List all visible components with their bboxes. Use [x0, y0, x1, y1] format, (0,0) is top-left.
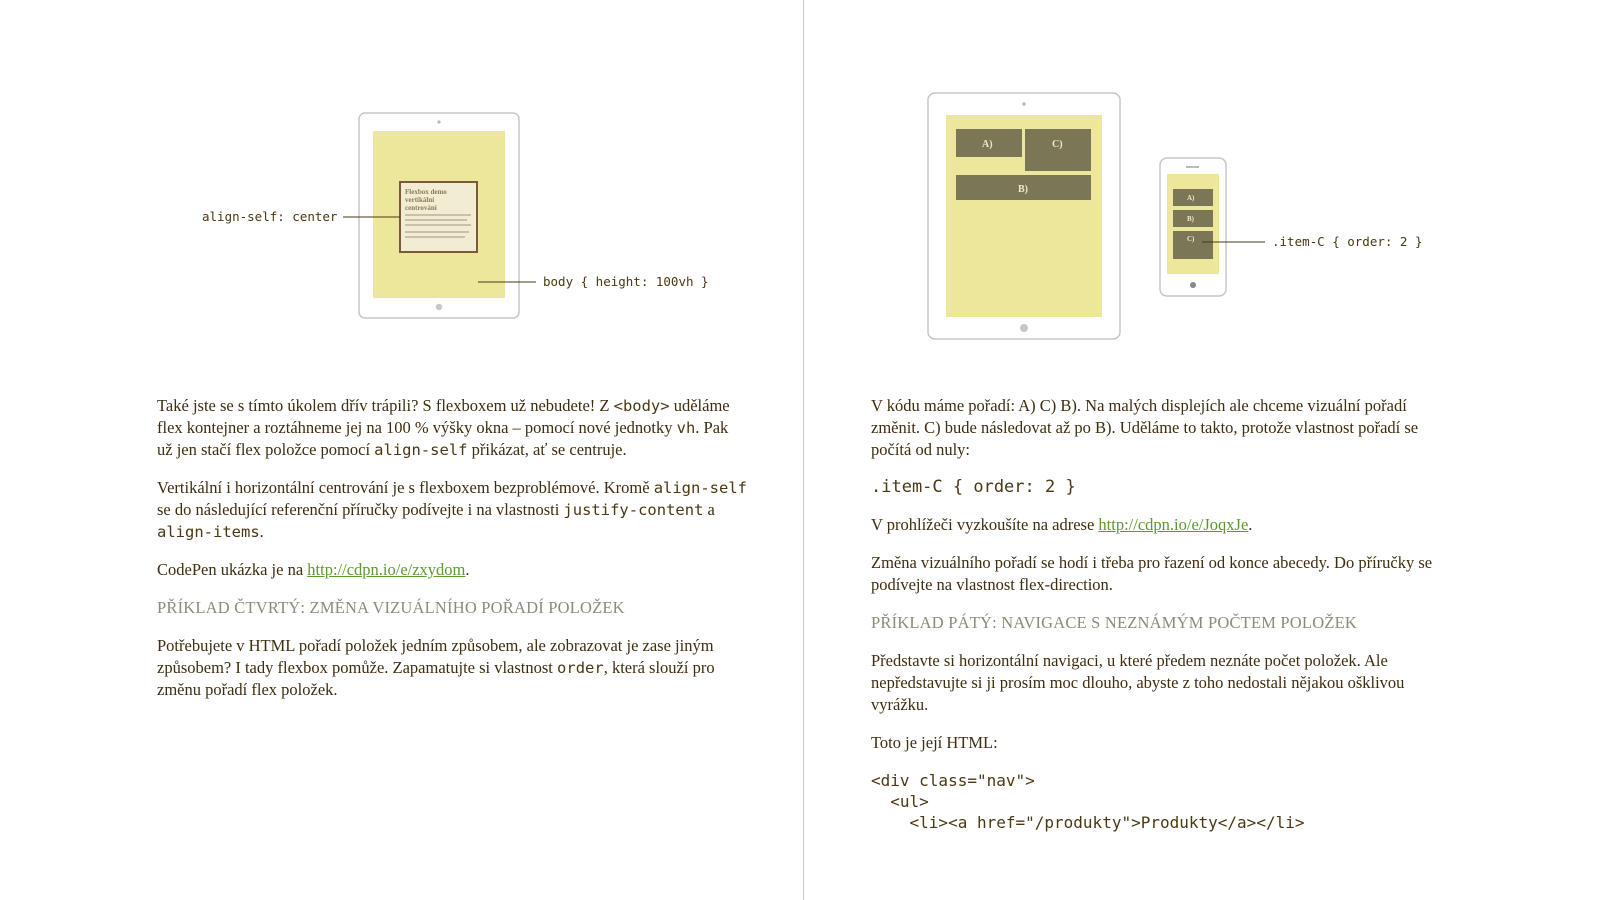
text: .: [465, 560, 470, 579]
phone-device: [1160, 158, 1226, 296]
label-align-self: align-self: center: [202, 209, 338, 224]
text: . Pak už jen stačí flex položce pomocí: [157, 418, 729, 459]
tablet-box-b: B): [1018, 184, 1028, 195]
paragraph: Změna vizuálního pořadí se hodí i třeba pro řazení od konce abecedy. Do příručky se podívejte na vlastnost flex-direction.: [871, 553, 1433, 594]
section-heading: PŘÍKLAD ČTVRTÝ: ZMĚNA VIZUÁLNÍHO POŘADÍ POLOŽEK: [157, 598, 625, 617]
phone-box-b: B): [1187, 215, 1194, 223]
text: .: [1248, 515, 1253, 534]
order-illustration: [800, 0, 1600, 380]
paragraph: [157, 559, 747, 581]
inline-code: order: [557, 659, 604, 677]
text: a: [703, 500, 715, 519]
svg-text:vertikální: vertikální: [405, 196, 435, 204]
label-body-height: body { height: 100vh }: [543, 274, 709, 289]
phone-box-a: A): [1187, 194, 1195, 202]
paragraph: [871, 514, 1451, 536]
inline-code: vh: [676, 419, 696, 437]
paragraph: [157, 477, 747, 543]
phone-box-c: C): [1187, 235, 1195, 243]
text: přikázat, ať se centruje.: [467, 440, 627, 459]
centered-flex-item: [400, 182, 477, 252]
inline-code: align-items: [157, 523, 260, 541]
paragraph: Představte si horizontální navigaci, u které předem neznáte počet položek. Ale nepředstavujte si ji prosím moc dlouho, abyste z toho nedostali nějakou ošklivou vyrážku.: [871, 651, 1405, 714]
text: se do následující referenční příručky podívejte i na vlastnosti: [157, 500, 564, 519]
tablet-box-a: A): [982, 139, 993, 150]
label-order: .item-C { order: 2 }: [1272, 234, 1423, 249]
browser-demo-link[interactable]: http://cdpn.io/e/JoqxJe: [1098, 515, 1249, 534]
inline-code: align-self: [653, 479, 748, 497]
paragraph: V kódu máme pořadí: A) C) B). Na malých displejích ale chceme vizuální pořadí změnit. C) bude následovat až po B). Uděláme to takto, protože vlastnost pořadí se počítá od nuly:: [871, 396, 1419, 459]
text: V prohlížeči vyzkoušíte na adrese: [871, 515, 1099, 534]
inline-code: justify-content: [563, 501, 704, 519]
text: CodePen ukázka je na: [157, 560, 308, 579]
text: , která slouží pro změnu pořadí flex položek.: [157, 658, 715, 699]
text: Také jste se s tímto úkolem dřív trápili? S flexboxem už nebudete! Z: [157, 396, 614, 415]
inline-code: <body>: [613, 397, 670, 415]
text: uděláme flex kontejner a roztáhneme jej na 100 % výšky okna – pomocí nové jednotky: [157, 396, 730, 437]
text: Potřebujete v HTML pořadí položek jedním způsobem, ale zobrazovat je zase jiným způsobem? I tady flexbox pomůže. Zapamatujte si vlastnost: [157, 636, 714, 677]
inline-code: align-self: [374, 441, 468, 459]
code-snippet: .item-C { order: 2 }: [871, 477, 1076, 497]
paragraph: Toto je její HTML:: [871, 733, 998, 752]
paragraph: [157, 635, 747, 701]
tablet-box-c: C): [1052, 139, 1063, 150]
tablet-device: [928, 93, 1120, 339]
paragraph: [157, 395, 747, 461]
text: Vertikální i horizontální centrování je s flexboxem bezproblémové. Kromě: [157, 478, 654, 497]
svg-text:Flexbox demo: Flexbox demo: [405, 188, 447, 196]
text: .: [259, 522, 264, 541]
html-code-block: <div class="nav"> <ul> <li><a href="/produkty">Produkty</a></li>: [871, 771, 1305, 832]
svg-text:centrování: centrování: [405, 204, 437, 212]
left-page: [157, 395, 747, 717]
right-page: [871, 395, 1451, 849]
tablet-centering-illustration: [0, 0, 800, 380]
codepen-link[interactable]: http://cdpn.io/e/zxydom: [307, 560, 466, 579]
section-heading: PŘÍKLAD PÁTÝ: NAVIGACE S NEZNÁMÝM POČTEM POLOŽEK: [871, 613, 1357, 632]
